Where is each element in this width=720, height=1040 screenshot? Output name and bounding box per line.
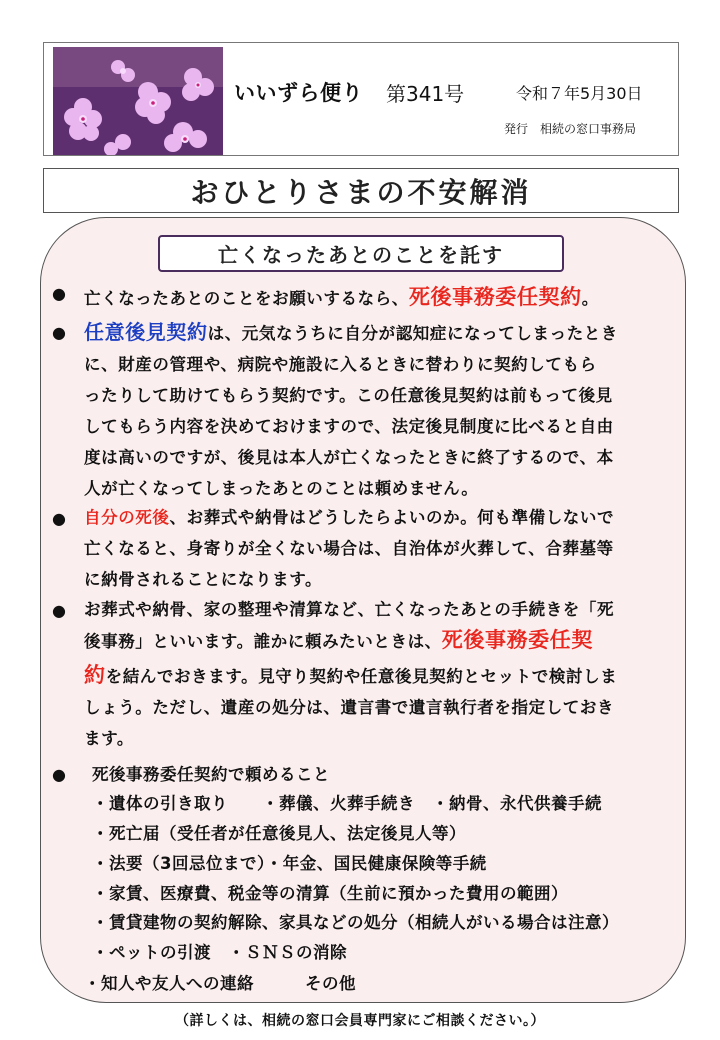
newsletter-name: いいずら便り xyxy=(234,81,363,105)
p2-line: してもらう内容を決めておけますので、法定後見制度に比べると自由 xyxy=(84,417,614,436)
bullet-marker: ● xyxy=(52,601,66,620)
newsletter-header xyxy=(43,42,679,156)
p5-item: ・遺体の引き取り ・葬儀、火葬手続き ・納骨、永代供養手続 xyxy=(92,794,602,813)
paragraph-2 xyxy=(84,317,678,504)
p5-item: ・死亡届（受任者が任意後見人、法定後見人等） xyxy=(92,824,466,843)
subtitle-box xyxy=(158,235,564,272)
p4-line: 後事務」といいます。誰かに頼みたいときは、 xyxy=(84,632,442,651)
bullet-marker: ● xyxy=(52,323,66,342)
p2-line: は、元気なうちに自分が認知症になってしまったとき xyxy=(207,324,619,343)
p4-line: を結んでおきます。見守り契約や任意後見契約とセットで検討しま xyxy=(105,667,618,686)
p5-item: ・法要（3回忌位まで）・年金、国民健康保険等手続 xyxy=(92,854,487,873)
p4-line: ます。 xyxy=(84,729,134,748)
p2-line: ったりして助けてもらう契約です。この任意後見契約は前もって後見 xyxy=(84,386,613,405)
paragraph-4 xyxy=(84,594,678,754)
p5-heading: 死後事務委任契約で頼めること xyxy=(92,765,330,784)
publisher: 発行 相続の窓口事務局 xyxy=(504,122,637,136)
paragraph-3 xyxy=(84,502,678,595)
paragraph-1 xyxy=(84,281,678,311)
p3-line: 、お葬式や納骨はどうしたらよいのか。何も準備しないで xyxy=(169,508,615,527)
issue-date: 令和７年5月30日 xyxy=(516,84,643,103)
bullet-marker: ● xyxy=(52,765,66,784)
footer-note: （詳しくは、相続の窓口会員専門家にご相談ください。） xyxy=(175,1013,545,1029)
main-title-box xyxy=(43,168,679,213)
p5-item: ・賃貸建物の契約解除、家具などの処分（相続人がいる場合は注意） xyxy=(92,913,619,932)
p5-item: ・知人や友人への連絡 その他 xyxy=(84,974,356,993)
p4-line: お葬式や納骨、家の整理や清算など、亡くなったあとの手続きを「死 xyxy=(84,600,615,619)
p1-highlight: 死後事務委任契約 xyxy=(408,285,582,309)
p3-highlight: 自分の死後 xyxy=(84,508,170,527)
p5-item: ・家賃、医療費、税金等の清算（生前に預かった費用の範囲） xyxy=(92,884,568,903)
p5-item: ・ペットの引渡 ・ＳＮＳの消除 xyxy=(92,943,347,962)
bullet-marker: ● xyxy=(52,284,66,303)
flower-photo xyxy=(53,47,223,155)
subtitle: 亡くなったあとのことを託す xyxy=(218,243,504,267)
p4-line: しょう。ただし、遺産の処分は、遺言書で遺言執行者を指定しておき xyxy=(84,698,615,717)
p3-line: に納骨されることになります。 xyxy=(84,570,323,589)
p2-line: に、財産の管理や、病院や施設に入るときに替わりに契約してもら xyxy=(84,355,597,374)
p2-line: 人が亡くなってしまったあとのことは頼めません。 xyxy=(84,479,479,498)
p1-text: 亡くなったあとのことをお願いするなら、 xyxy=(84,289,409,308)
phlox-flowers-image xyxy=(53,47,223,155)
p1-end: 。 xyxy=(581,289,599,308)
main-title: おひとりさまの不安解消 xyxy=(190,175,532,209)
p4-highlight: 約 xyxy=(84,663,106,687)
bullet-marker: ● xyxy=(52,509,66,528)
p4-highlight: 死後事務委任契 xyxy=(441,628,593,652)
issue-number: 第341号 xyxy=(386,82,465,106)
p3-line: 亡くなると、身寄りが全くない場合は、自治体が火葬して、合葬墓等 xyxy=(84,539,614,558)
p2-line: 度は高いのですが、後見は本人が亡くなったときに終了するので、本 xyxy=(84,448,614,467)
p2-highlight: 任意後見契約 xyxy=(84,320,208,344)
